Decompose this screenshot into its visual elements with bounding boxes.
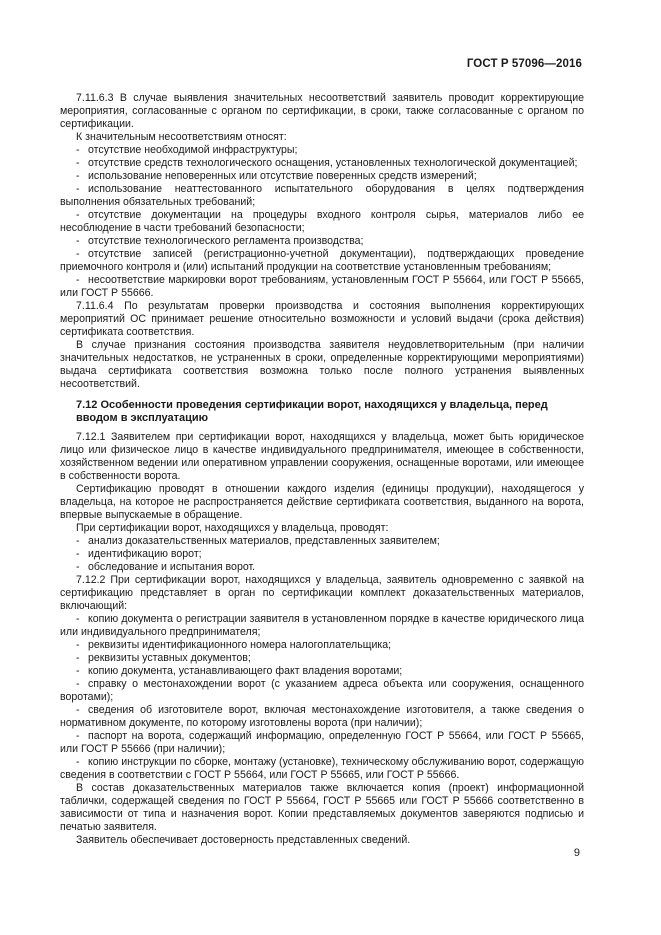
section-title: 7.12 Особенности проведения сертификации ворот, находящихся у владельца, перед вводом в эксплуатацию	[76, 399, 548, 424]
bullet-dash: -	[76, 235, 80, 247]
list-item: - отсутствие документации на процедуры входного контроля сырья, материалов либо ее несоблюдение в части требований безопасности;	[60, 209, 584, 234]
paragraph: К значительным несоответствиям относят:	[76, 131, 287, 143]
bullet-dash: -	[76, 535, 80, 547]
list-item: - обследование и испытания ворот.	[76, 561, 256, 573]
list-item: - реквизиты идентификационного номера налогоплательщика;	[76, 639, 392, 651]
paragraph: В случае признания состояния производства заявителя неудовлетворительным (при наличии значительных недостатков, не устраненных в сроки, определенные корректирующими мероприятиями) выдача сертификата соответствия возможна только после полного устранения выявленных несоответствий.	[60, 339, 584, 390]
bullet-dash: -	[76, 652, 80, 664]
list-item: - реквизиты уставных документов;	[76, 652, 251, 664]
list-item: - использование неаттестованного испытательного оборудования в целях подтверждения выполнения обязательных требований;	[60, 183, 584, 208]
list-item: - отсутствие необходимой инфраструктуры;	[76, 144, 298, 156]
list-item: - отсутствие записей (регистрационно-учетной документации), подтверждающих проведение приемочного контроля и (или) испытаний продукции на соответствие установленным требованиям;	[60, 248, 584, 273]
bullet-dash: -	[76, 144, 80, 156]
paragraph: 7.11.6.4 По результатам проверки производства и состояния выполнения корректирующих мероприятий ОС принимает решение относительно возможности и условий выдачи (срока действия) сертификата соответствия.	[60, 300, 584, 338]
list-item: - несоответствие маркировки ворот требованиям, установленным ГОСТ Р 55664, или ГОСТ Р 55665, или ГОСТ Р 55666.	[60, 274, 584, 299]
bullet-dash: -	[76, 183, 80, 195]
paragraph: В состав доказательственных материалов также включается копия (проект) информационной таблички, содержащей сведения по ГОСТ Р 55664, ГОСТ Р 55665 или ГОСТ Р 55666 соответственно в зависимости от типа и назначения ворот. Копии представляемых документов заверяются подписью и печатью заявителя.	[60, 782, 584, 833]
paragraph: При сертификации ворот, находящихся у владельца, проводят:	[76, 522, 389, 534]
list-item: - копию документа о регистрации заявителя в установленном порядке в качестве юридического лица или индивидуального предпринимателя;	[60, 613, 584, 638]
paragraph: Сертификацию проводят в отношении каждого изделия (единицы продукции), находящегося у владельца, на которое не распространяется действие сертификата соответствия, выданного на ворота, впервые выпускаемые в обращение.	[60, 483, 584, 521]
bullet-dash: -	[76, 274, 80, 286]
list-item: - справку о местонахождении ворот (с указанием адреса объекта или сооружения, оснащенного воротами);	[60, 678, 584, 703]
bullet-dash: -	[76, 756, 80, 768]
bullet-dash: -	[76, 157, 80, 169]
list-item: - отсутствие средств технологического оснащения, установленных технологической документацией;	[76, 157, 578, 169]
paragraph: 7.11.6.3 В случае выявления значительных несоответствий заявитель проводит корректирующие мероприятия, согласованные с органом по сертификации, в сроки, также согласованные с органом по сертификации.	[60, 92, 584, 130]
bullet-dash: -	[76, 561, 80, 573]
paragraph: 7.12.1 Заявителем при сертификации ворот, находящихся у владельца, может быть юридическое лицо или физическое лицо в качестве индивидуального предпринимателя, имеющее в собственности, хозяйственном ведении или оперативном управлении сооружения, оснащенные воротами, или имеющее в собственности ворота.	[60, 431, 584, 482]
bullet-dash: -	[76, 248, 80, 260]
bullet-dash: -	[76, 209, 80, 221]
list-item: - использование неповеренных или отсутствие поверенных средств измерений;	[76, 170, 477, 182]
list-item: - отсутствие технологического регламента производства;	[76, 235, 364, 247]
paragraph: Заявитель обеспечивает достоверность представленных сведений.	[76, 834, 411, 846]
bullet-dash: -	[76, 730, 80, 742]
bullet-dash: -	[76, 613, 80, 625]
list-item: - копию документа, устанавливающего факт владения воротами;	[76, 665, 403, 677]
list-item: - сведения об изготовителе ворот, включая местонахождение изготовителя, а также сведения о нормативном документе, по которому изготовлены ворота (при наличии);	[60, 704, 584, 729]
bullet-dash: -	[76, 704, 80, 716]
paragraph: 7.12.2 При сертификации ворот, находящихся у владельца, заявитель одновременно с заявкой на сертификацию представляет в орган по сертификации комплект доказательственных материалов, включающий:	[60, 574, 584, 612]
document-body	[60, 92, 584, 847]
bullet-dash: -	[76, 678, 80, 690]
bullet-dash: -	[76, 548, 80, 560]
list-item: - копию инструкции по сборке, монтажу (установке), техническому обслуживанию ворот, содержащую сведения в соответствии с ГОСТ Р 55664, или ГОСТ Р 55665, или ГОСТ Р 55666.	[60, 756, 584, 781]
list-item: - паспорт на ворота, содержащий информацию, определенную ГОСТ Р 55664, или ГОСТ Р 55665, или ГОСТ Р 55666 (при наличии);	[60, 730, 584, 755]
bullet-dash: -	[76, 639, 80, 651]
list-item: - анализ доказательственных материалов, представленных заявителем;	[76, 535, 440, 547]
document-header: ГОСТ Р 57096—2016	[466, 58, 582, 70]
bullet-dash: -	[76, 665, 80, 677]
bullet-dash: -	[76, 170, 80, 182]
list-item: - идентификацию ворот;	[76, 548, 202, 560]
page-number: 9	[573, 847, 580, 859]
